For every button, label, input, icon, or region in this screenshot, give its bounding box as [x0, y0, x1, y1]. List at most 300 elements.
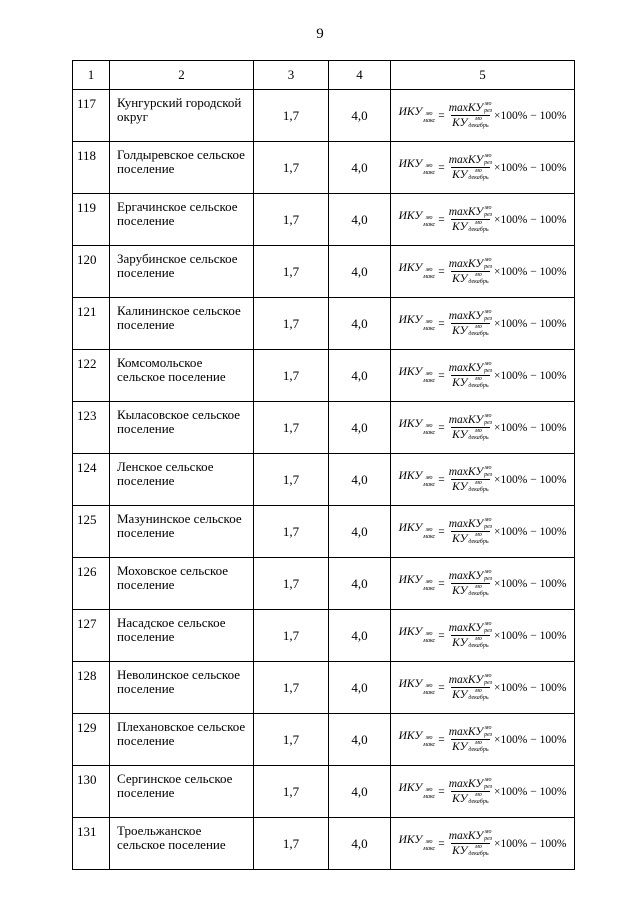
column-3-value: 1,7 [254, 454, 329, 506]
formula-den-base: КУ [452, 741, 468, 753]
formula-den-sub: декабрь [468, 643, 489, 649]
formula-num-prefix: max [448, 466, 468, 478]
table-row [73, 662, 575, 714]
formula-num-base: КУ [467, 206, 484, 218]
formula-cell [391, 610, 575, 662]
formula-num-prefix: max [448, 830, 468, 842]
formula-den-sub: декабрь [468, 435, 489, 441]
formula-den-sub: декабрь [468, 123, 489, 129]
formula-num-sub: рез [484, 524, 493, 530]
formula-den-sup: мо [475, 792, 482, 798]
formula-lhs: ИКУ [398, 470, 423, 482]
municipality-name: Неволинское сельское поселение [110, 662, 254, 714]
municipality-name: Сергинское сельское поселение [110, 766, 254, 818]
table-row [73, 350, 575, 402]
formula [399, 153, 567, 182]
column-3-value: 1,7 [254, 818, 329, 870]
formula-num-prefix: max [448, 674, 468, 686]
formula [399, 673, 567, 702]
table-row [73, 818, 575, 870]
formula-fraction [448, 777, 493, 806]
formula-num-sup: мо [484, 465, 492, 471]
row-number: 122 [73, 350, 110, 402]
page-number: 9 [316, 26, 324, 42]
formula-tail: ×100% − 100% [494, 629, 567, 642]
formula [399, 829, 567, 858]
formula-num-sub: рез [484, 420, 493, 426]
column-4-value: 4,0 [329, 454, 391, 506]
formula-num-prefix: max [448, 570, 468, 582]
table-row [73, 506, 575, 558]
formula-den-sup: мо [475, 532, 482, 538]
formula-lhs-sup: мо [425, 111, 433, 117]
municipality-name: Мазунинское сельское поселение [110, 506, 254, 558]
formula-equals: = [438, 473, 445, 486]
formula-equals: = [438, 837, 445, 850]
table-row [73, 246, 575, 298]
formula-num-sub: рез [484, 160, 493, 166]
formula-den-base: КУ [452, 169, 468, 181]
formula-num-prefix: max [448, 154, 468, 166]
formula [399, 101, 567, 130]
formula-num-base: КУ [467, 310, 484, 322]
formula-den-base: КУ [452, 845, 468, 857]
formula-den-sub: декабрь [468, 799, 489, 805]
formula-tail: ×100% − 100% [494, 161, 567, 174]
formula-den-sup: мо [475, 688, 482, 694]
formula-num-prefix: max [448, 518, 468, 530]
formula-den-sup: мо [475, 376, 482, 382]
formula-lhs: ИКУ [398, 678, 423, 690]
formula-lhs: ИКУ [398, 418, 423, 430]
formula-den-sub: декабрь [468, 695, 489, 701]
formula-tail: ×100% − 100% [494, 369, 567, 382]
formula-den-sub: декабрь [468, 747, 489, 753]
formula-cell [391, 246, 575, 298]
formula-lhs: ИКУ [398, 210, 423, 222]
formula [399, 257, 567, 286]
formula-lhs-sup: мо [425, 319, 433, 325]
formula [399, 309, 567, 338]
table-body [73, 90, 575, 870]
column-3-value: 1,7 [254, 766, 329, 818]
row-number: 121 [73, 298, 110, 350]
formula-den-base: КУ [452, 221, 468, 233]
column-4-value: 4,0 [329, 246, 391, 298]
formula-lhs-sub: макс [423, 274, 436, 280]
formula-den-sup: мо [475, 116, 482, 122]
formula-num-sub: рез [484, 108, 493, 114]
column-4-value: 4,0 [329, 402, 391, 454]
formula-fraction [448, 101, 493, 130]
header-row [73, 61, 575, 90]
formula-lhs-sub: макс [423, 638, 436, 644]
row-number: 126 [73, 558, 110, 610]
municipality-name: Троельжанское сельское поселение [110, 818, 254, 870]
column-3-value: 1,7 [254, 298, 329, 350]
formula-den-sub: декабрь [468, 331, 489, 337]
formula-num-sup: мо [484, 725, 492, 731]
row-number: 125 [73, 506, 110, 558]
formula-equals: = [438, 733, 445, 746]
formula-num-base: КУ [467, 726, 484, 738]
column-3-value: 1,7 [254, 194, 329, 246]
formula-fraction [448, 361, 493, 390]
formula-lhs-sup: мо [425, 683, 433, 689]
formula [399, 517, 567, 546]
municipality-name: Калининское сельское поселение [110, 298, 254, 350]
formula-tail: ×100% − 100% [494, 317, 567, 330]
column-4-value: 4,0 [329, 350, 391, 402]
municipality-name: Голдыревское сельское поселение [110, 142, 254, 194]
row-number: 118 [73, 142, 110, 194]
formula-equals: = [438, 109, 445, 122]
formula-den-base: КУ [452, 793, 468, 805]
formula-den-sup: мо [475, 740, 482, 746]
formula-num-sup: мо [484, 569, 492, 575]
formula-num-base: КУ [467, 362, 484, 374]
formula-tail: ×100% − 100% [494, 733, 567, 746]
row-number: 119 [73, 194, 110, 246]
formula-cell [391, 298, 575, 350]
formula-cell [391, 142, 575, 194]
formula-lhs-sup: мо [425, 579, 433, 585]
formula-fraction [448, 257, 493, 286]
formula-tail: ×100% − 100% [494, 109, 567, 122]
row-number: 124 [73, 454, 110, 506]
formula-tail: ×100% − 100% [494, 265, 567, 278]
table-row [73, 402, 575, 454]
formula-den-sup: мо [475, 636, 482, 642]
formula [399, 777, 567, 806]
formula-den-base: КУ [452, 637, 468, 649]
column-header-3: 3 [254, 61, 329, 90]
formula-num-prefix: max [448, 206, 468, 218]
formula-lhs-sub: макс [423, 222, 436, 228]
formula-num-base: КУ [467, 102, 484, 114]
formula-num-sub: рез [484, 680, 493, 686]
formula-num-base: КУ [467, 414, 484, 426]
municipality-name: Кунгурский городской округ [110, 90, 254, 142]
column-3-value: 1,7 [254, 714, 329, 766]
formula-num-sup: мо [484, 309, 492, 315]
column-4-value: 4,0 [329, 506, 391, 558]
formula-den-sup: мо [475, 428, 482, 434]
municipality-name: Комсомольское сельское поселение [110, 350, 254, 402]
formula-lhs-sup: мо [425, 371, 433, 377]
formula-num-sub: рез [484, 732, 493, 738]
column-header-5: 5 [391, 61, 575, 90]
formula-equals: = [438, 525, 445, 538]
formula-fraction [448, 621, 493, 650]
column-4-value: 4,0 [329, 298, 391, 350]
column-header-4: 4 [329, 61, 391, 90]
formula-num-base: КУ [467, 778, 484, 790]
column-3-value: 1,7 [254, 506, 329, 558]
formula-num-prefix: max [448, 726, 468, 738]
formula-num-sup: мо [484, 621, 492, 627]
column-3-value: 1,7 [254, 662, 329, 714]
formula-num-sup: мо [484, 205, 492, 211]
table-row [73, 714, 575, 766]
formula-lhs: ИКУ [398, 314, 423, 326]
formula-cell [391, 714, 575, 766]
formula-num-sup: мо [484, 673, 492, 679]
formula-lhs: ИКУ [398, 626, 423, 638]
formula-den-sub: декабрь [468, 851, 489, 857]
formula-fraction [448, 673, 493, 702]
formula-cell [391, 558, 575, 610]
formula-lhs: ИКУ [398, 782, 423, 794]
formula-equals: = [438, 213, 445, 226]
row-number: 127 [73, 610, 110, 662]
formula-lhs: ИКУ [398, 834, 423, 846]
formula-equals: = [438, 629, 445, 642]
table-row [73, 298, 575, 350]
formula-equals: = [438, 317, 445, 330]
formula-num-sub: рез [484, 316, 493, 322]
formula [399, 361, 567, 390]
formula-lhs: ИКУ [398, 158, 423, 170]
formula-den-sub: декабрь [468, 487, 489, 493]
table-row [73, 194, 575, 246]
column-4-value: 4,0 [329, 610, 391, 662]
formula-den-base: КУ [452, 377, 468, 389]
formula-num-prefix: max [448, 102, 468, 114]
formula-lhs-sup: мо [425, 527, 433, 533]
formula-tail: ×100% − 100% [494, 213, 567, 226]
table-row [73, 454, 575, 506]
formula-den-sub: декабрь [468, 539, 489, 545]
formula-den-sub: декабрь [468, 591, 489, 597]
formula-num-base: КУ [467, 570, 484, 582]
formula [399, 725, 567, 754]
formula-num-sup: мо [484, 777, 492, 783]
formula-lhs-sub: макс [423, 690, 436, 696]
formula-lhs-sub: макс [423, 586, 436, 592]
formula-tail: ×100% − 100% [494, 421, 567, 434]
column-3-value: 1,7 [254, 142, 329, 194]
formula-cell [391, 402, 575, 454]
table-row [73, 142, 575, 194]
table-row [73, 766, 575, 818]
column-4-value: 4,0 [329, 766, 391, 818]
formula-cell [391, 350, 575, 402]
formula-equals: = [438, 265, 445, 278]
formula-num-prefix: max [448, 622, 468, 634]
formula-fraction [448, 413, 493, 442]
formula-num-sup: мо [484, 829, 492, 835]
formula-lhs-sub: макс [423, 430, 436, 436]
formula-num-sub: рез [484, 628, 493, 634]
formula-lhs: ИКУ [398, 262, 423, 274]
formula-fraction [448, 205, 493, 234]
formula-lhs-sup: мо [425, 423, 433, 429]
formula-den-base: КУ [452, 689, 468, 701]
formula-num-prefix: max [448, 310, 468, 322]
column-4-value: 4,0 [329, 194, 391, 246]
formula-lhs-sub: макс [423, 326, 436, 332]
formula-equals: = [438, 161, 445, 174]
formula-tail: ×100% − 100% [494, 525, 567, 538]
formula-lhs: ИКУ [398, 522, 423, 534]
formula-fraction [448, 829, 493, 858]
formula-num-sub: рез [484, 784, 493, 790]
row-number: 130 [73, 766, 110, 818]
municipality-table [72, 60, 575, 870]
municipality-name: Ергачинское сельское поселение [110, 194, 254, 246]
column-4-value: 4,0 [329, 818, 391, 870]
column-4-value: 4,0 [329, 90, 391, 142]
column-header-2: 2 [110, 61, 254, 90]
formula-fraction [448, 465, 493, 494]
formula-num-sub: рез [484, 472, 493, 478]
formula-tail: ×100% − 100% [494, 577, 567, 590]
formula-lhs-sub: макс [423, 534, 436, 540]
formula-den-sup: мо [475, 324, 482, 330]
formula-num-base: КУ [467, 466, 484, 478]
row-number: 117 [73, 90, 110, 142]
column-3-value: 1,7 [254, 90, 329, 142]
column-header-1: 1 [73, 61, 110, 90]
municipality-name: Кыласовское сельское поселение [110, 402, 254, 454]
formula-lhs-sup: мо [425, 163, 433, 169]
formula-den-base: КУ [452, 273, 468, 285]
formula-cell [391, 454, 575, 506]
formula-den-sup: мо [475, 584, 482, 590]
formula-num-sub: рез [484, 368, 493, 374]
formula-lhs: ИКУ [398, 730, 423, 742]
municipality-name: Моховское сельское поселение [110, 558, 254, 610]
column-4-value: 4,0 [329, 714, 391, 766]
formula-den-sup: мо [475, 168, 482, 174]
table-row [73, 90, 575, 142]
formula-num-sub: рез [484, 264, 493, 270]
formula-den-sup: мо [475, 220, 482, 226]
formula-equals: = [438, 681, 445, 694]
formula-den-sub: декабрь [468, 279, 489, 285]
formula-num-sup: мо [484, 101, 492, 107]
formula-equals: = [438, 577, 445, 590]
formula-num-sup: мо [484, 413, 492, 419]
formula-lhs-sup: мо [425, 267, 433, 273]
formula-num-sup: мо [484, 517, 492, 523]
column-3-value: 1,7 [254, 246, 329, 298]
formula-cell [391, 90, 575, 142]
formula-num-base: КУ [467, 622, 484, 634]
formula-den-sub: декабрь [468, 227, 489, 233]
formula-num-base: КУ [467, 258, 484, 270]
row-number: 123 [73, 402, 110, 454]
formula [399, 465, 567, 494]
formula-lhs: ИКУ [398, 106, 423, 118]
formula-lhs-sup: мо [425, 787, 433, 793]
formula-lhs-sub: макс [423, 118, 436, 124]
formula-num-sup: мо [484, 153, 492, 159]
formula-den-sub: декабрь [468, 383, 489, 389]
formula-den-sub: декабрь [468, 175, 489, 181]
formula-num-prefix: max [448, 258, 468, 270]
formula-lhs-sup: мо [425, 631, 433, 637]
column-4-value: 4,0 [329, 662, 391, 714]
formula-den-sup: мо [475, 272, 482, 278]
formula-equals: = [438, 369, 445, 382]
municipality-name: Плехановское сельское поселение [110, 714, 254, 766]
municipality-name: Ленское сельское поселение [110, 454, 254, 506]
formula-fraction [448, 569, 493, 598]
formula-den-sup: мо [475, 844, 482, 850]
formula-lhs: ИКУ [398, 574, 423, 586]
row-number: 120 [73, 246, 110, 298]
table-row [73, 610, 575, 662]
formula-den-base: КУ [452, 325, 468, 337]
formula-num-prefix: max [448, 362, 468, 374]
formula-cell [391, 194, 575, 246]
formula-den-base: КУ [452, 481, 468, 493]
formula-num-prefix: max [448, 778, 468, 790]
row-number: 128 [73, 662, 110, 714]
formula-tail: ×100% − 100% [494, 785, 567, 798]
formula-cell [391, 506, 575, 558]
formula-fraction [448, 153, 493, 182]
formula-num-sup: мо [484, 361, 492, 367]
formula-equals: = [438, 785, 445, 798]
formula-den-base: КУ [452, 533, 468, 545]
formula [399, 205, 567, 234]
formula-fraction [448, 725, 493, 754]
formula [399, 413, 567, 442]
formula-den-base: КУ [452, 585, 468, 597]
formula-den-base: КУ [452, 117, 468, 129]
formula-lhs: ИКУ [398, 366, 423, 378]
municipality-name: Зарубинское сельское поселение [110, 246, 254, 298]
formula-num-prefix: max [448, 414, 468, 426]
formula-lhs-sup: мо [425, 735, 433, 741]
formula-equals: = [438, 421, 445, 434]
formula-lhs-sub: макс [423, 378, 436, 384]
formula-fraction [448, 309, 493, 338]
column-3-value: 1,7 [254, 402, 329, 454]
row-number: 131 [73, 818, 110, 870]
formula [399, 621, 567, 650]
formula-tail: ×100% − 100% [494, 473, 567, 486]
formula-lhs-sub: макс [423, 742, 436, 748]
formula-lhs-sub: макс [423, 794, 436, 800]
formula-cell [391, 818, 575, 870]
column-3-value: 1,7 [254, 610, 329, 662]
formula-num-base: КУ [467, 154, 484, 166]
formula-num-sub: рез [484, 576, 493, 582]
formula [399, 569, 567, 598]
table-row [73, 558, 575, 610]
formula-lhs-sub: макс [423, 846, 436, 852]
formula-den-base: КУ [452, 429, 468, 441]
formula-lhs-sup: мо [425, 475, 433, 481]
column-3-value: 1,7 [254, 558, 329, 610]
formula-fraction [448, 517, 493, 546]
formula-cell [391, 662, 575, 714]
formula-num-sub: рез [484, 836, 493, 842]
column-4-value: 4,0 [329, 558, 391, 610]
formula-den-sup: мо [475, 480, 482, 486]
formula-lhs-sub: макс [423, 170, 436, 176]
municipality-name: Насадское сельское поселение [110, 610, 254, 662]
column-3-value: 1,7 [254, 350, 329, 402]
formula-num-base: КУ [467, 830, 484, 842]
formula-lhs-sub: макс [423, 482, 436, 488]
formula-num-base: КУ [467, 518, 484, 530]
formula-num-base: КУ [467, 674, 484, 686]
